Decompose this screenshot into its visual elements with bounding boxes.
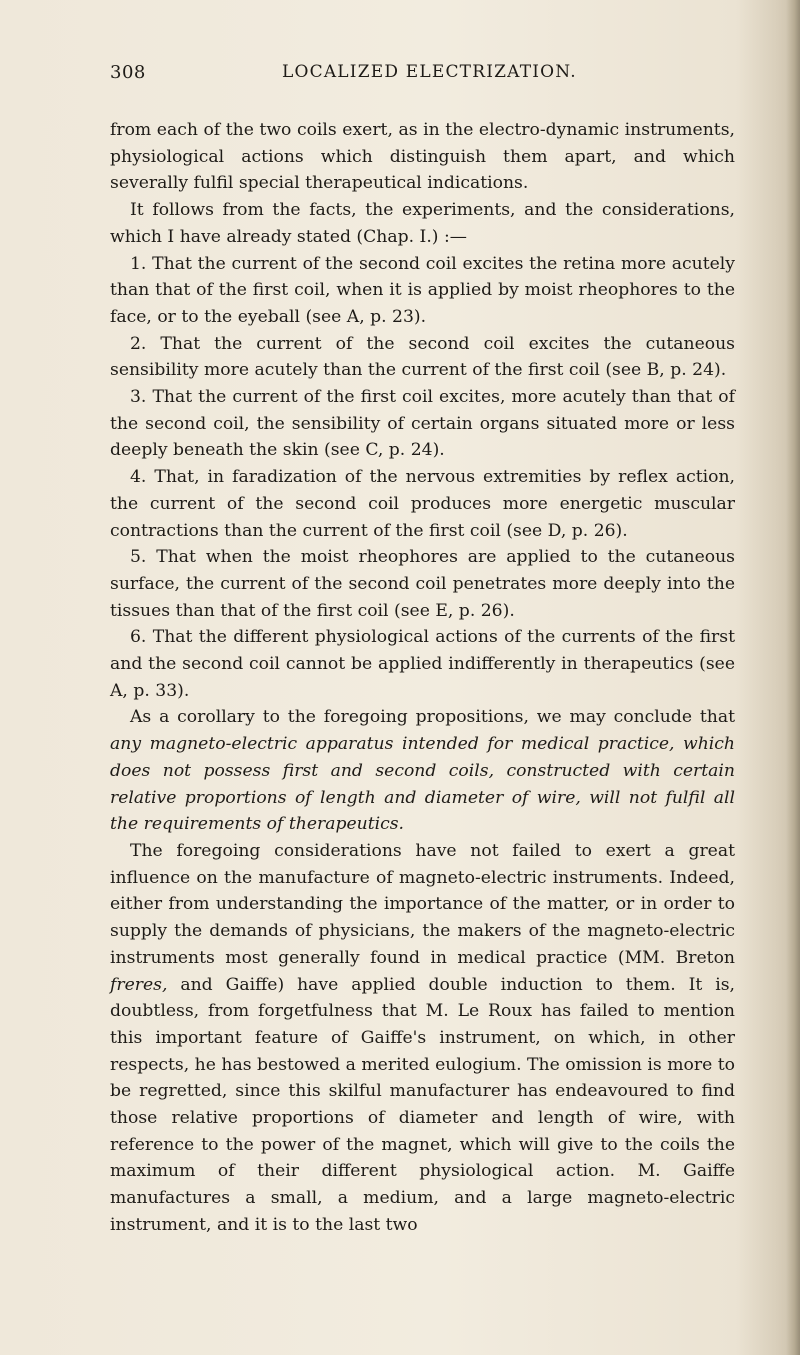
- paragraph-intro: It follows from the facts, the experiments, and the considerations, which I have already stated (Chap. I.) :—: [110, 200, 735, 247]
- proposition-5: 5. That when the moist rheophores are applied to the cutaneous surface, the current of the second coil penetrates more deeply into the tissues than that of the first coil (see E, p. 26).: [110, 547, 735, 621]
- proposition-4: 4. That, in faradization of the nervous extremities by reflex action, the current of the second coil produces more energetic muscular contractions than the current of the first coil (see D, p. 26).: [110, 467, 735, 541]
- body-text: [110, 117, 735, 1239]
- manufacture-italic: freres,: [110, 974, 168, 995]
- paragraph-continuation: from each of the two coils exert, as in the electro-dynamic instruments, physiological actions which distinguish them apart, and which severally fulfil special therapeutical indications.: [110, 120, 735, 194]
- page-number: 308: [110, 62, 146, 83]
- proposition-6: 6. That the different physiological actions of the currents of the first and the second coil cannot be applied indifferently in therapeutics (see A, p. 33).: [110, 627, 735, 701]
- manufacture-tail: and Gaiffe) have applied double induction to them. It is, doubtless, from forgetfulness that M. Le Roux has failed to mention this important feature of Gaiffe's instrument, on which, in other respects, he has bestowed a merited eulogium. The omission is more to be regretted, since this skilful manufacturer has endeavoured to find those relative proportions of diameter and length of wire, with reference to the power of the magnet, which will give to the coils the maximum of their different physiological action. M. Gaiffe manufactures a small, a medium, and a large magneto-electric instrument, and it is to the last two: [110, 974, 735, 1235]
- page-edge-shadow: [786, 0, 800, 1355]
- manufacture-paragraph: [110, 838, 735, 1239]
- corollary-lead: As a corollary to the foregoing propositions, we may conclude that: [130, 707, 735, 728]
- corollary-paragraph: [110, 704, 735, 838]
- proposition-3: 3. That the current of the first coil excites, more acutely than that of the second coil, the sensibility of certain organs situated more or less deeply beneath the skin (see C, p. 24).: [110, 387, 735, 461]
- proposition-2: 2. That the current of the second coil excites the cutaneous sensibility more acutely than the current of the first coil (see B, p. 24).: [110, 333, 735, 381]
- running-head: [110, 62, 735, 86]
- proposition-1: 1. That the current of the second coil excites the retina more acutely than that of the first coil, when it is applied by moist rheophores to the face, or to the eyeball (see A, p. 23).: [110, 253, 735, 327]
- running-title: LOCALIZED ELECTRIZATION.: [282, 62, 577, 82]
- corollary-italic: any magneto-electric apparatus intended for medical practice, which does not possess first and second coils, constructed with certain relative proportions of length and diameter of wire, will not fulfil all the requirements of therapeutics.: [110, 734, 735, 835]
- manufacture-lead: The foregoing considerations have not failed to exert a great influence on the manufacture of magneto-electric instruments. Indeed, either from understanding the importance of the matter, or in order to supply the demands of physicians, the makers of the magneto-electric instruments most generally found in medical practice (MM. Breton: [110, 840, 735, 968]
